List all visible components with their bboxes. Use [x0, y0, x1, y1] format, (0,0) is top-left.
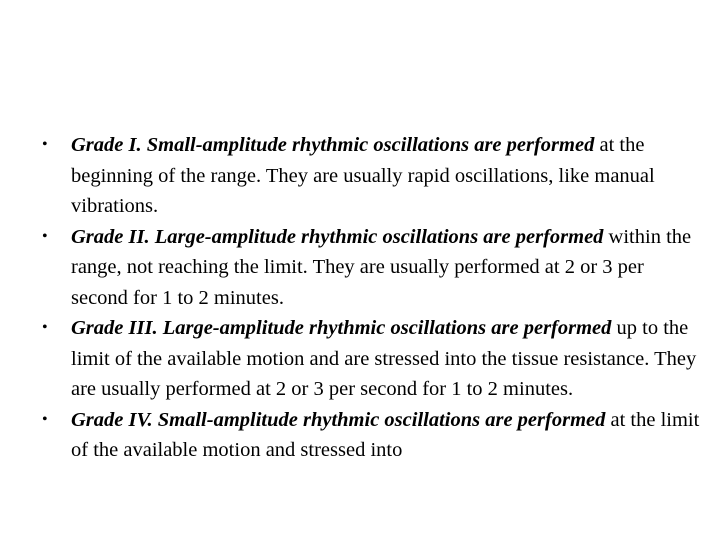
bullet-item-grade-2: [42, 222, 702, 314]
bullet-marker: •: [42, 227, 48, 245]
bullet-item-grade-3: [42, 313, 702, 405]
grade-4-emphasis: Grade IV. Small-amplitude rhythmic oscillations are performed: [71, 408, 606, 431]
bullet-item-grade-4: [42, 405, 702, 466]
grade-1-emphasis: Grade I. Small-amplitude rhythmic oscillations are performed: [71, 134, 595, 156]
bullet-marker: •: [42, 136, 48, 153]
grade-2-text: within the range, not reaching the limit. They are usually performed at 2 or 3 per second for 1 to 2 minutes.: [71, 225, 692, 309]
bullet-list: [42, 130, 702, 466]
grade-2-emphasis: Grade II. Large-amplitude rhythmic oscillations are performed: [71, 225, 604, 248]
bullet-marker: •: [42, 410, 48, 428]
bullet-marker: •: [42, 319, 48, 336]
grade-4-text: at the limit of the available motion and stressed into: [71, 408, 700, 461]
grade-1-text: at the beginning of the range. They are usually rapid oscillations, like manual vibrations.: [71, 134, 655, 217]
bullet-item-grade-1: [42, 130, 702, 222]
grade-3-emphasis: Grade III. Large-amplitude rhythmic oscillations are performed: [71, 317, 612, 339]
grade-3-text: up to the limit of the available motion and are stressed into the tissue resistance. They are usually performed at 2 or 3 per second for 1 to 2 minutes.: [71, 317, 697, 400]
